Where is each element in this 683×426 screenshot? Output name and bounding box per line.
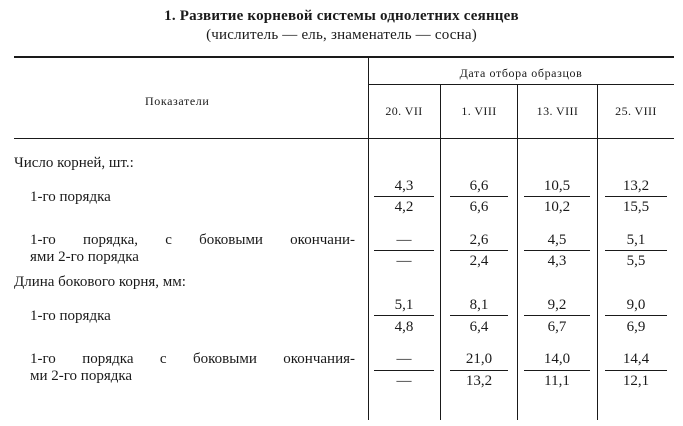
cell-denominator: 2,4 xyxy=(469,253,489,269)
cell-numerator: — xyxy=(396,232,412,248)
fraction-bar xyxy=(524,315,590,316)
fraction-bar xyxy=(450,315,508,316)
fraction-bar xyxy=(374,315,434,316)
cell-numerator: 14,4 xyxy=(622,351,650,367)
cell-denominator: 4,2 xyxy=(394,199,414,215)
cell-denominator: 6,7 xyxy=(547,319,567,335)
cell-numerator: 5,1 xyxy=(626,232,646,248)
cell-denominator: 12,1 xyxy=(622,373,650,389)
table-title: 1. Развитие корневой системы однолетних сеянцев xyxy=(164,8,519,24)
column-separator-3 xyxy=(517,84,518,420)
cell-numerator: 14,0 xyxy=(543,351,571,367)
cell-denominator: 11,1 xyxy=(544,373,570,389)
fraction-bar xyxy=(450,370,508,371)
fraction-bar xyxy=(450,250,508,251)
fraction-bar xyxy=(374,196,434,197)
section-title-root-count: Число корней, шт.: xyxy=(14,155,134,171)
row-label: 1-го порядка, с боковыми окончани- xyxy=(30,232,355,248)
row-label: 1-го порядка с боковыми окончания- xyxy=(30,351,355,367)
cell-denominator: 5,5 xyxy=(626,253,646,269)
row-label: 1-го порядка xyxy=(30,189,111,205)
cell-numerator: 4,5 xyxy=(547,232,567,248)
fraction-bar xyxy=(605,250,667,251)
row-label: ми 2-го порядка xyxy=(30,368,133,384)
fraction-bar xyxy=(374,370,434,371)
cell-denominator: 10,2 xyxy=(543,199,571,215)
column-separator-4 xyxy=(597,84,598,420)
date-group-rule xyxy=(368,84,674,85)
cell-numerator: 21,0 xyxy=(465,351,493,367)
table-top-rule xyxy=(14,56,674,58)
cell-numerator: — xyxy=(396,351,412,367)
fraction-bar xyxy=(605,196,667,197)
cell-denominator: — xyxy=(396,373,412,389)
cell-denominator: 4,3 xyxy=(547,253,567,269)
cell-denominator: 6,9 xyxy=(626,319,646,335)
row-label: 1-го порядка xyxy=(30,308,111,324)
fraction-bar xyxy=(524,196,590,197)
cell-denominator: 15,5 xyxy=(622,199,650,215)
cell-denominator: 13,2 xyxy=(465,373,493,389)
cell-denominator: 6,4 xyxy=(469,319,489,335)
fraction-bar xyxy=(524,250,590,251)
fraction-bar xyxy=(605,370,667,371)
cell-denominator: 4,8 xyxy=(394,319,414,335)
cell-numerator: 2,6 xyxy=(469,232,489,248)
date-header-3: 13. VIII xyxy=(536,104,579,118)
fraction-bar xyxy=(605,315,667,316)
header-bottom-rule xyxy=(14,138,674,139)
cell-numerator: 9,0 xyxy=(626,297,646,313)
cell-numerator: 8,1 xyxy=(469,297,489,313)
date-header-1: 20. VII xyxy=(385,104,423,118)
cell-numerator: 5,1 xyxy=(394,297,414,313)
fraction-bar xyxy=(524,370,590,371)
column-separator-2 xyxy=(440,84,441,420)
cell-numerator: 10,5 xyxy=(543,178,571,194)
cell-denominator: 6,6 xyxy=(469,199,489,215)
cell-numerator: 13,2 xyxy=(622,178,650,194)
table-subtitle: (числитель — ель, знаменатель — сосна) xyxy=(206,27,477,43)
fraction-bar xyxy=(374,250,434,251)
cell-numerator: 9,2 xyxy=(547,297,567,313)
date-header-4: 25. VIII xyxy=(615,104,657,118)
fraction-bar xyxy=(450,196,508,197)
cell-numerator: 4,3 xyxy=(394,178,414,194)
date-group-header: Дата отбора образцов xyxy=(459,66,583,80)
cell-denominator: — xyxy=(396,253,412,269)
indicators-header: Показатели xyxy=(145,94,210,108)
date-header-2: 1. VIII xyxy=(461,104,497,118)
section-title-root-length: Длина бокового корня, мм: xyxy=(14,274,186,290)
cell-numerator: 6,6 xyxy=(469,178,489,194)
row-label: ями 2-го порядка xyxy=(30,249,139,265)
